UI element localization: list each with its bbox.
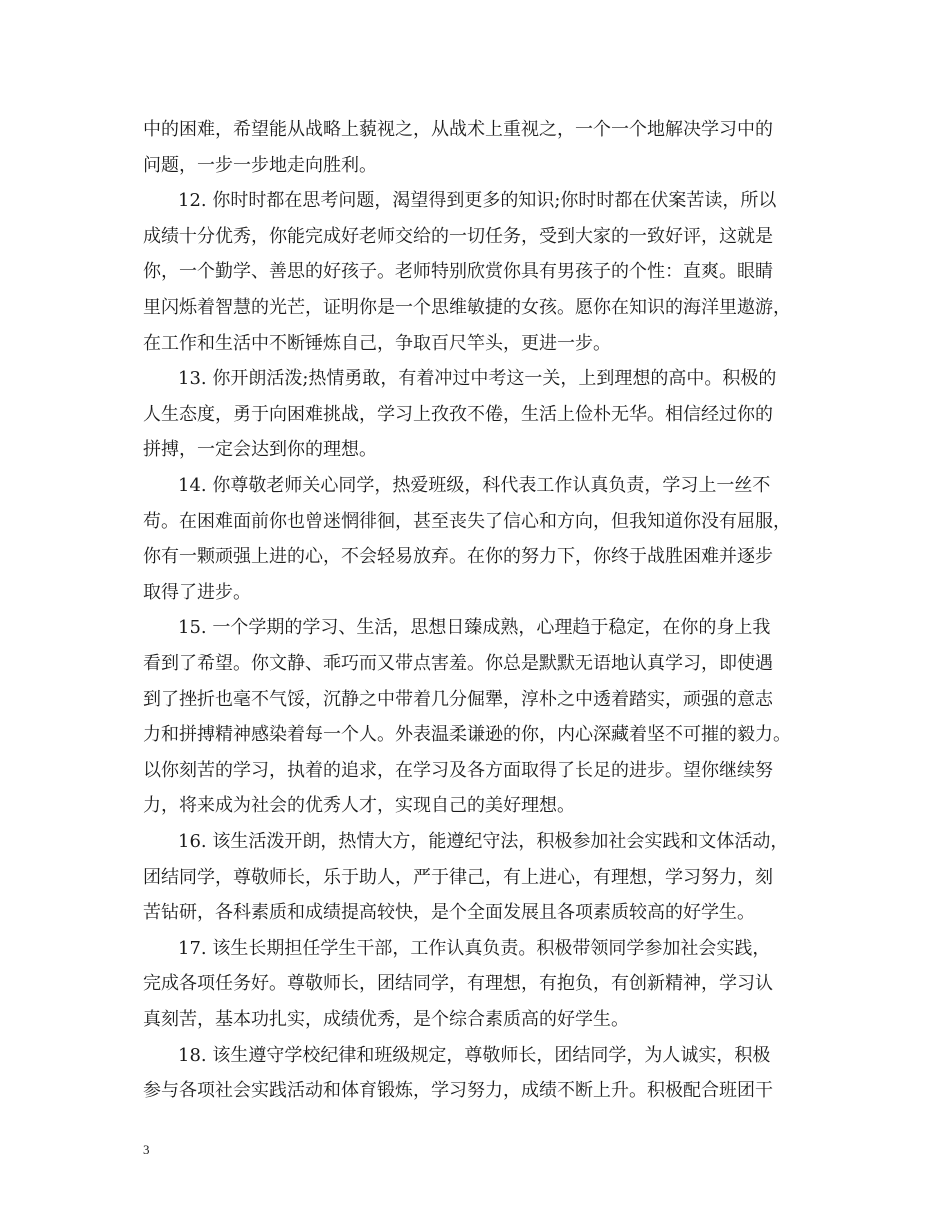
text-line: 问题，一步一步地走向胜利。	[143, 155, 377, 176]
text-line: 到了挫折也毫不气馁，沉静之中带着几分倔犟，淳朴之中透着踏实，顽强的意志	[143, 689, 773, 710]
text-line: 以你刻苦的学习，执着的追求，在学习及各方面取得了长足的进步。望你继续努	[143, 760, 773, 781]
text-line: 在工作和生活中不断锤炼自己，争取百尺竿头，更进一步。	[143, 333, 611, 354]
text-line: 真刻苦，基本功扎实，成绩优秀，是个综合素质高的好学生。	[143, 1009, 629, 1030]
text-line: 苟。在困难面前你也曾迷惘徘徊，甚至丧失了信心和方向，但我知道你没有屈服，	[143, 511, 791, 532]
text-line: 里闪烁着智慧的光芒，证明你是一个思维敏捷的女孩。愿你在知识的海洋里遨游，	[143, 297, 791, 318]
text-line: 取得了进步。	[143, 582, 251, 603]
paragraph-16-start: 16. 该生活泼开朗，热情大方，能遵纪守法，积极参加社会实践和文体活动，	[178, 831, 789, 852]
paragraph-12-start: 12. 你时时都在思考问题，渴望得到更多的知识;你时时都在伏案苦读，所以	[178, 190, 777, 211]
text-line: 力，将来成为社会的优秀人才，实现自己的美好理想。	[143, 795, 575, 816]
paragraph-13-start: 13. 你开朗活泼;热情勇敢，有着冲过中考这一关，上到理想的高中。积极的	[178, 368, 777, 389]
text-line: 你有一颗顽强上进的心，不会轻易放弃。在你的努力下，你终于战胜困难并逐步	[143, 546, 773, 567]
text-line: 中的困难，希望能从战略上藐视之，从战术上重视之，一个一个地解决学习中的	[143, 119, 773, 140]
text-line: 苦钻研，各科素质和成绩提高较快，是个全面发展且各项素质较高的好学生。	[143, 902, 755, 923]
text-line: 完成各项任务好。尊敬师长，团结同学，有理想，有抱负，有创新精神，学习认	[143, 973, 773, 994]
paragraph-18-start: 18. 该生遵守学校纪律和班级规定，尊敬师长，团结同学，为人诚实，积极	[178, 1045, 771, 1066]
text-line: 力和拼搏精神感染着每一个人。外表温柔谦逊的你，内心深藏着坚不可摧的毅力。	[143, 724, 791, 745]
text-line: 拼搏，一定会达到你的理想。	[143, 439, 377, 460]
text-line: 你，一个勤学、善思的好孩子。老师特别欣赏你具有男孩子的个性：直爽。眼睛	[143, 261, 773, 282]
text-line: 参与各项社会实践活动和体育锻炼，学习努力，成绩不断上升。积极配合班团干	[143, 1080, 773, 1101]
text-line: 人生态度，勇于向困难挑战，学习上孜孜不倦，生活上俭朴无华。相信经过你的	[143, 404, 773, 425]
paragraph-14-start: 14. 你尊敬老师关心同学，热爱班级，科代表工作认真负责，学习上一丝不	[178, 475, 771, 496]
text-line: 成绩十分优秀，你能完成好老师交给的一切任务，受到大家的一致好评，这就是	[143, 226, 773, 247]
text-line: 看到了希望。你文静、乖巧而又带点害羞。你总是默默无语地认真学习，即使遇	[143, 653, 773, 674]
paragraph-17-start: 17. 该生长期担任学生干部，工作认真负责。积极带领同学参加社会实践，	[178, 938, 771, 959]
page-number: 3	[143, 1142, 150, 1157]
paragraph-15-start: 15. 一个学期的学习、生活，思想日臻成熟，心理趋于稳定，在你的身上我	[178, 617, 771, 638]
text-line: 团结同学，尊敬师长，乐于助人，严于律己，有上进心，有理想，学习努力，刻	[143, 867, 773, 888]
